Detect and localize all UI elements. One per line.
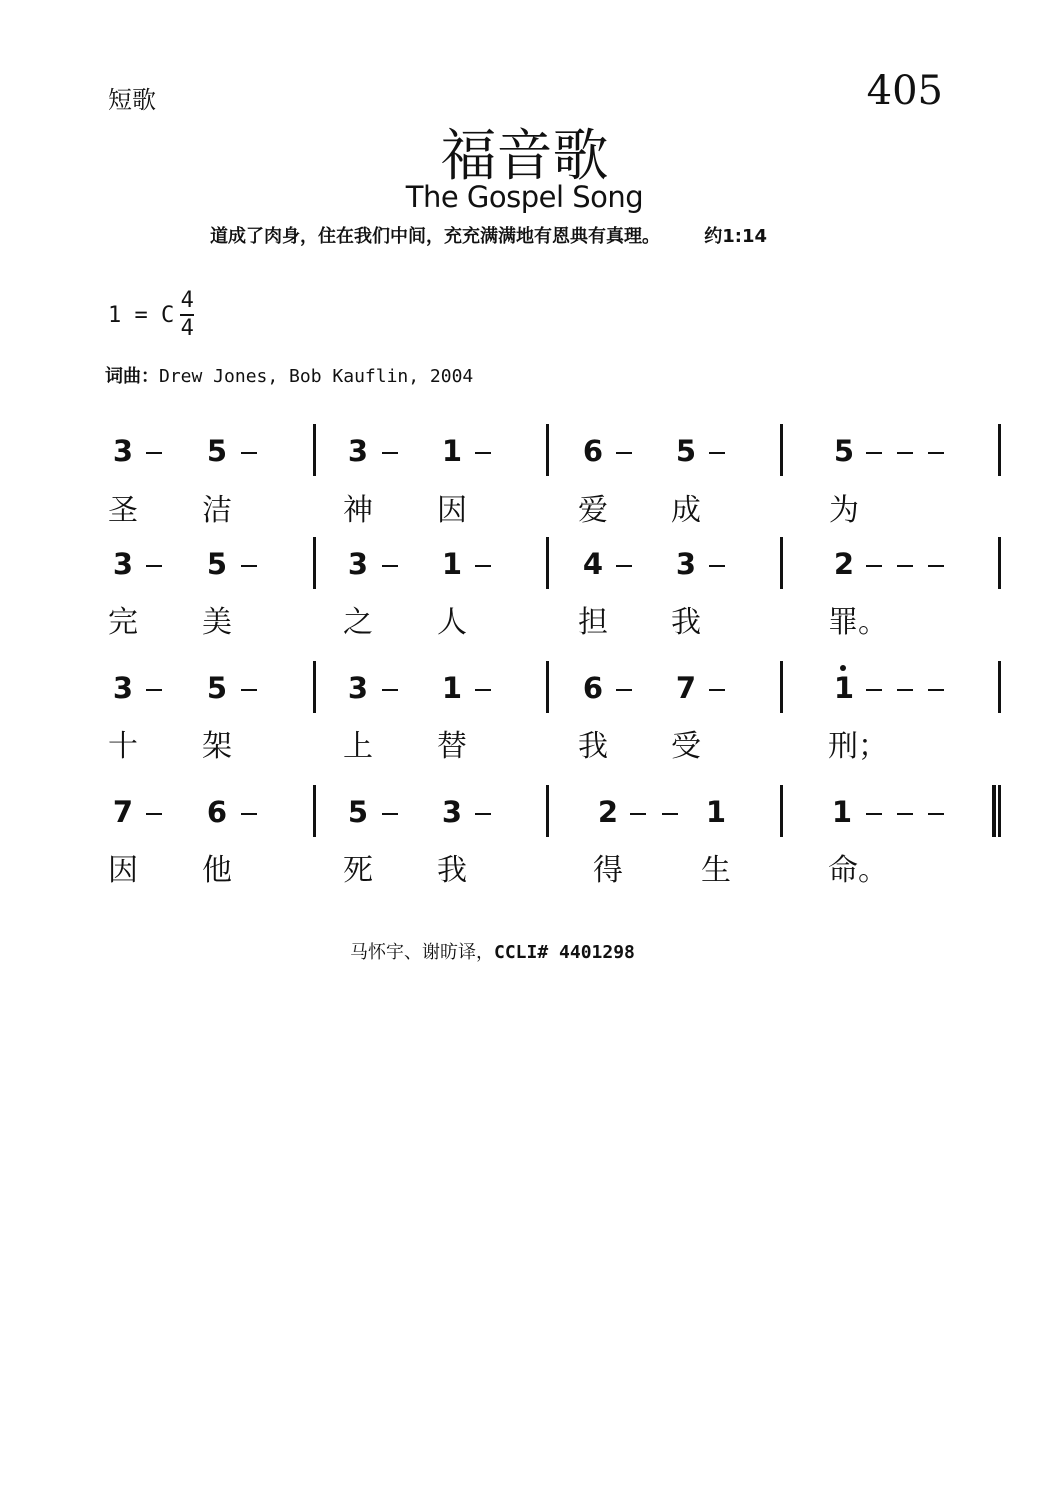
duration-dash [241,813,257,815]
note: 5 [833,434,855,468]
lyric-syllable: 担 [578,605,608,640]
song-title-english: The Gospel Song [405,180,644,214]
lyric-syllable: 罪。 [828,605,888,640]
duration-dash [866,452,882,454]
note: 3 [441,795,463,829]
duration-dash [866,689,882,691]
barline [313,537,316,589]
note: 6 [582,671,604,705]
lyric-syllable: 人 [437,605,467,640]
duration-dash [146,565,162,567]
lyric-syllable: 生 [701,853,731,888]
lyric-syllable: 洁 [202,493,232,528]
barline [998,537,1001,589]
final-barline [998,785,1001,837]
duration-dash [866,565,882,567]
note: 5 [347,795,369,829]
section-category: 短歌 [108,86,156,114]
note: 6 [206,795,228,829]
lyric-syllable: 命。 [828,853,888,888]
time-signature-top: 4 [180,288,194,313]
song-title-chinese: 福音歌 [440,124,609,189]
note: 4 [582,547,604,581]
note: 3 [347,434,369,468]
lyric-syllable: 为 [829,493,859,528]
note: 5 [675,434,697,468]
duration-dash [616,689,632,691]
duration-dash [897,452,913,454]
note: 2 [597,795,619,829]
note: 3 [347,547,369,581]
key-signature [108,290,194,340]
note: 2 [833,547,855,581]
duration-dash [662,813,678,815]
duration-dash [928,565,944,567]
lyric-syllable: 美 [202,605,232,640]
verse-reference: 约1:14 [704,226,768,247]
note: 3 [347,671,369,705]
barline [546,661,549,713]
duration-dash [382,689,398,691]
duration-dash [382,452,398,454]
barline [313,785,316,837]
barline [998,424,1001,476]
note: 1 [831,795,853,829]
note: 1 [705,795,727,829]
duration-dash [866,813,882,815]
lyric-syllable: 因 [437,493,467,528]
duration-dash [241,689,257,691]
verse-text: 道成了肉身，住在我们中间，充充满满地有恩典有真理。 [210,226,660,247]
note: 1 [829,671,859,705]
duration-dash [475,452,491,454]
barline [546,785,549,837]
footer [350,938,635,964]
duration-dash [241,452,257,454]
lyric-syllable: 刑； [828,729,888,764]
lyric-syllable: 圣 [108,493,138,528]
note: 3 [675,547,697,581]
translators: 马怀宇、谢昉译， [350,942,494,963]
duration-dash [897,813,913,815]
barline [546,537,549,589]
time-signature-bottom: 4 [180,316,194,341]
note: 6 [582,434,604,468]
barline [546,424,549,476]
duration-dash [616,452,632,454]
duration-dash [709,565,725,567]
barline [780,661,783,713]
credits-label: 词曲： [105,366,159,387]
note: 5 [206,547,228,581]
lyric-syllable: 死 [343,853,373,888]
barline [780,424,783,476]
duration-dash [382,565,398,567]
note: 3 [112,434,134,468]
duration-dash [146,813,162,815]
lyric-syllable: 十 [108,729,138,764]
duration-dash [897,565,913,567]
barline [780,785,783,837]
duration-dash [630,813,646,815]
barline [998,661,1001,713]
duration-dash [616,565,632,567]
duration-dash [709,452,725,454]
lyric-syllable: 架 [202,729,232,764]
duration-dash [146,452,162,454]
barline [313,661,316,713]
barline [780,537,783,589]
ccli-number: CCLI# 4401298 [494,942,635,963]
duration-dash [928,689,944,691]
duration-dash [146,689,162,691]
note: 7 [112,795,134,829]
duration-dash [928,813,944,815]
key-label: 1 = C [108,302,175,328]
lyric-syllable: 我 [437,853,467,888]
duration-dash [475,689,491,691]
note: 3 [112,547,134,581]
lyric-syllable: 替 [437,729,467,764]
duration-dash [382,813,398,815]
lyric-syllable: 受 [671,729,701,764]
note: 1 [441,671,463,705]
note: 7 [675,671,697,705]
credits [105,362,473,388]
lyric-syllable: 我 [671,605,701,640]
lyric-syllable: 我 [578,729,608,764]
lyric-syllable: 神 [343,493,373,528]
lyric-syllable: 上 [343,729,373,764]
lyric-syllable: 得 [593,853,623,888]
note: 5 [206,434,228,468]
page-number: 405 [866,68,943,114]
note: 1 [441,547,463,581]
lyric-syllable: 他 [202,853,232,888]
lyric-syllable: 完 [108,605,138,640]
duration-dash [709,689,725,691]
note: 5 [206,671,228,705]
lyric-syllable: 成 [671,493,701,528]
duration-dash [475,565,491,567]
duration-dash [475,813,491,815]
note: 1 [441,434,463,468]
lyric-syllable: 之 [343,605,373,640]
credits-text: Drew Jones, Bob Kauflin, 2004 [159,366,474,387]
final-barline-thick [992,785,996,837]
lyric-syllable: 爱 [578,493,608,528]
scripture-verse [210,222,767,248]
duration-dash [241,565,257,567]
duration-dash [897,689,913,691]
time-signature [180,290,194,340]
lyric-syllable: 因 [108,853,138,888]
note: 3 [112,671,134,705]
barline [313,424,316,476]
duration-dash [928,452,944,454]
